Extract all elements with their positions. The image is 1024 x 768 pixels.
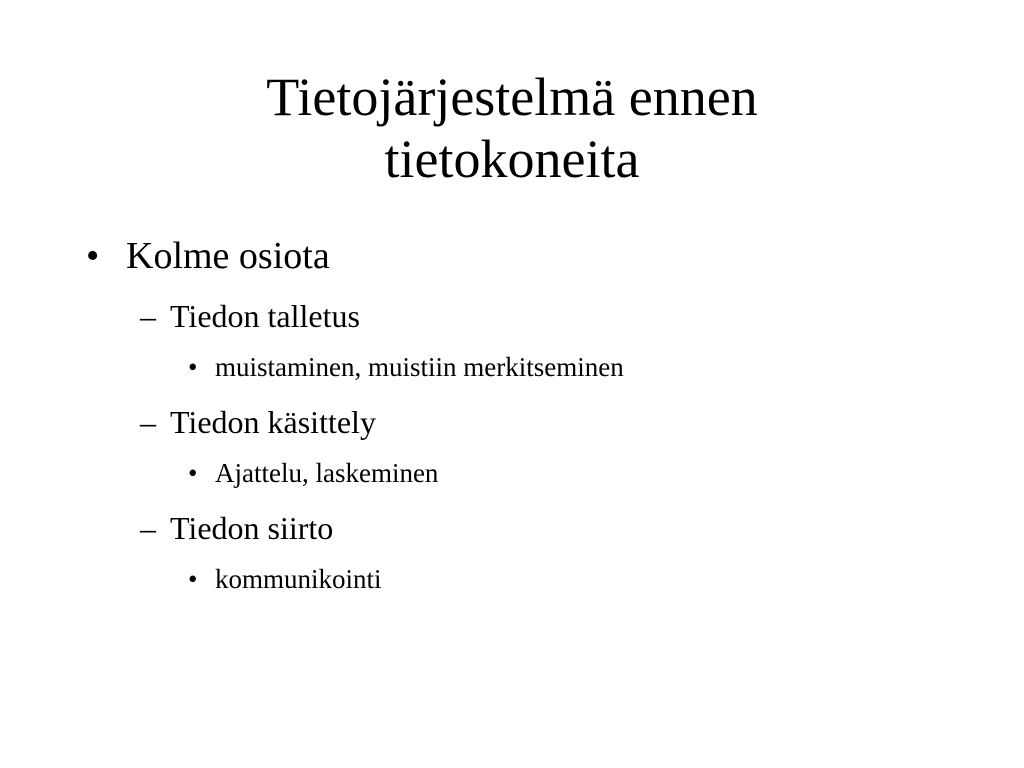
subbullet-tiedon-siirto	[140, 510, 333, 547]
subsubbullet-text: Ajattelu, laskeminen	[215, 458, 439, 488]
bullet-marker: •	[188, 352, 198, 382]
slide-title	[112, 66, 912, 190]
dash-marker: –	[140, 404, 156, 440]
bullet-marker: •	[188, 564, 198, 594]
subbullet-text: Tiedon siirto	[170, 510, 334, 546]
subbullet-tiedon-talletus	[140, 298, 360, 335]
subsubbullet-ajattelu	[188, 458, 438, 489]
subsubbullet-muistaminen	[188, 352, 624, 383]
bullet-marker: •	[188, 458, 198, 488]
slide-title-line-2: tietokoneita	[384, 129, 640, 189]
slide-title-line-1: Tietojärjestelmä ennen	[266, 67, 758, 127]
subsubbullet-text: muistaminen, muistiin merkitseminen	[215, 352, 624, 382]
subbullet-tiedon-kasittely	[140, 404, 376, 441]
subbullet-text: Tiedon talletus	[170, 298, 360, 334]
subsubbullet-text: kommunikointi	[215, 564, 382, 594]
bullet-marker: •	[86, 235, 100, 277]
subbullet-text: Tiedon käsittely	[170, 404, 376, 440]
bullet-text: Kolme osiota	[126, 235, 330, 277]
dash-marker: –	[140, 510, 156, 546]
dash-marker: –	[140, 298, 156, 334]
bullet-kolme-osiota	[86, 234, 330, 278]
subsubbullet-kommunikointi	[188, 564, 382, 595]
